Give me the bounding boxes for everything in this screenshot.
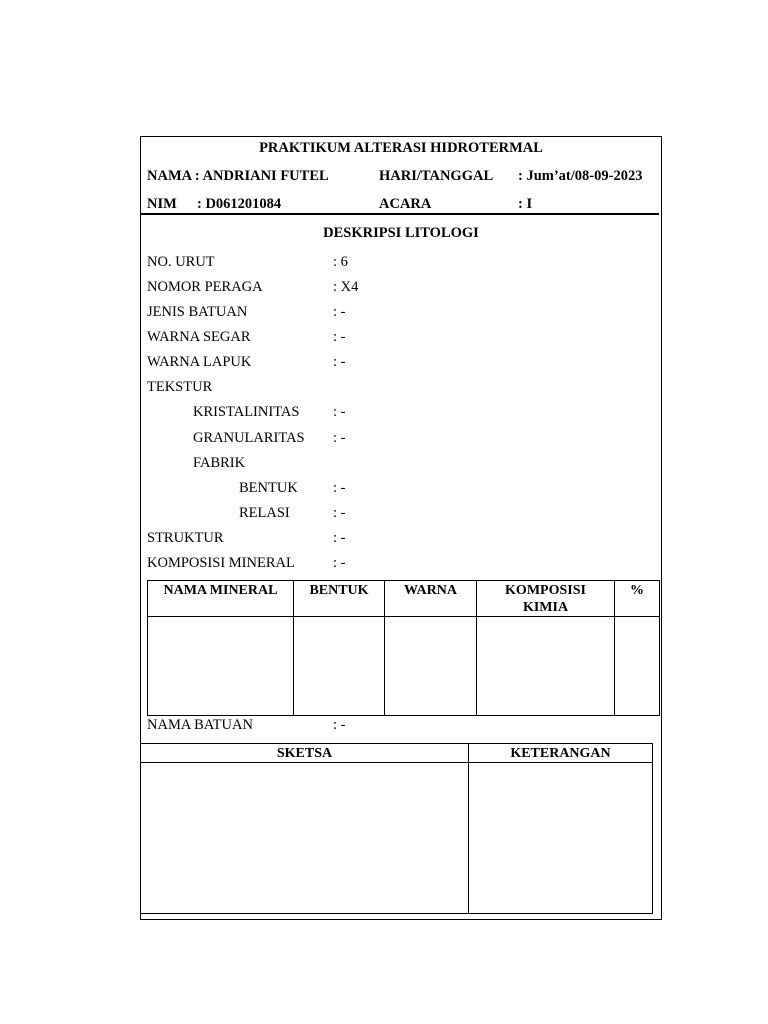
field-label-komposisi-mineral: KOMPOSISI MINERAL (147, 555, 295, 571)
field-value-granularitas: : - (333, 430, 346, 446)
table-cell (615, 617, 660, 716)
sketch-area (141, 763, 469, 914)
field-label-fabrik: FABRIK (193, 455, 246, 471)
day-date-value: : Jum’at/08-09-2023 (518, 168, 643, 184)
field-value-kristalinitas: : - (333, 404, 346, 420)
column-header-nama-mineral: NAMA MINERAL (148, 581, 294, 617)
field-label-kristalinitas: KRISTALINITAS (193, 404, 300, 420)
column-header-keterangan: KETERANGAN (469, 744, 653, 763)
field-value-no-urut: : 6 (333, 254, 348, 270)
table-cell (148, 617, 294, 716)
nim-label: NIM (147, 196, 177, 212)
worksheet-frame (140, 136, 662, 920)
field-value-nama-batuan: : - (333, 717, 346, 733)
day-date-label: HARI/TANGGAL (379, 168, 494, 184)
sketch-table-body-row (141, 763, 653, 914)
table-cell (477, 617, 615, 716)
column-header-bentuk: BENTUK (294, 581, 385, 617)
acara-value: : I (518, 196, 533, 212)
field-value-nomor-peraga: : X4 (333, 279, 359, 295)
field-value-jenis-batuan: : - (333, 304, 346, 320)
field-label-granularitas: GRANULARITAS (193, 430, 305, 446)
form-title: PRAKTIKUM ALTERASI HIDROTERMAL (259, 140, 543, 156)
field-value-warna-lapuk: : - (333, 354, 346, 370)
field-value-warna-segar: : - (333, 329, 346, 345)
field-label-tekstur: TEKSTUR (147, 379, 213, 395)
field-label-jenis-batuan: JENIS BATUAN (147, 304, 248, 320)
field-label-warna-lapuk: WARNA LAPUK (147, 354, 252, 370)
field-label-struktur: STRUKTUR (147, 530, 224, 546)
table-cell (294, 617, 385, 716)
field-value-bentuk: : - (333, 480, 346, 496)
header-divider (141, 213, 659, 215)
sketch-table-header-row (141, 744, 653, 763)
column-header-warna: WARNA (385, 581, 477, 617)
field-label-no-urut: NO. URUT (147, 254, 215, 270)
notes-area (469, 763, 653, 914)
field-value-relasi: : - (333, 505, 346, 521)
mineral-table (147, 580, 660, 716)
mineral-table-empty-row (148, 617, 660, 716)
column-header-komposisi-kimia: KOMPOSISI KIMIA (477, 581, 615, 617)
sketch-table (140, 743, 653, 914)
field-label-bentuk: BENTUK (239, 480, 298, 496)
mineral-table-header-row (148, 581, 660, 617)
student-name: NAMA : ANDRIANI FUTEL (147, 168, 329, 184)
field-label-nomor-peraga: NOMOR PERAGA (147, 279, 263, 295)
field-label-warna-segar: WARNA SEGAR (147, 329, 251, 345)
nim-value: : D061201084 (197, 196, 282, 212)
field-value-komposisi-mineral: : - (333, 555, 346, 571)
column-header-percent: % (615, 581, 660, 617)
field-value-struktur: : - (333, 530, 346, 546)
field-label-nama-batuan: NAMA BATUAN (147, 717, 253, 733)
field-label-relasi: RELASI (239, 505, 290, 521)
section-title: DESKRIPSI LITOLOGI (323, 225, 479, 241)
acara-label: ACARA (379, 196, 432, 212)
column-header-sketsa: SKETSA (141, 744, 469, 763)
table-cell (385, 617, 477, 716)
